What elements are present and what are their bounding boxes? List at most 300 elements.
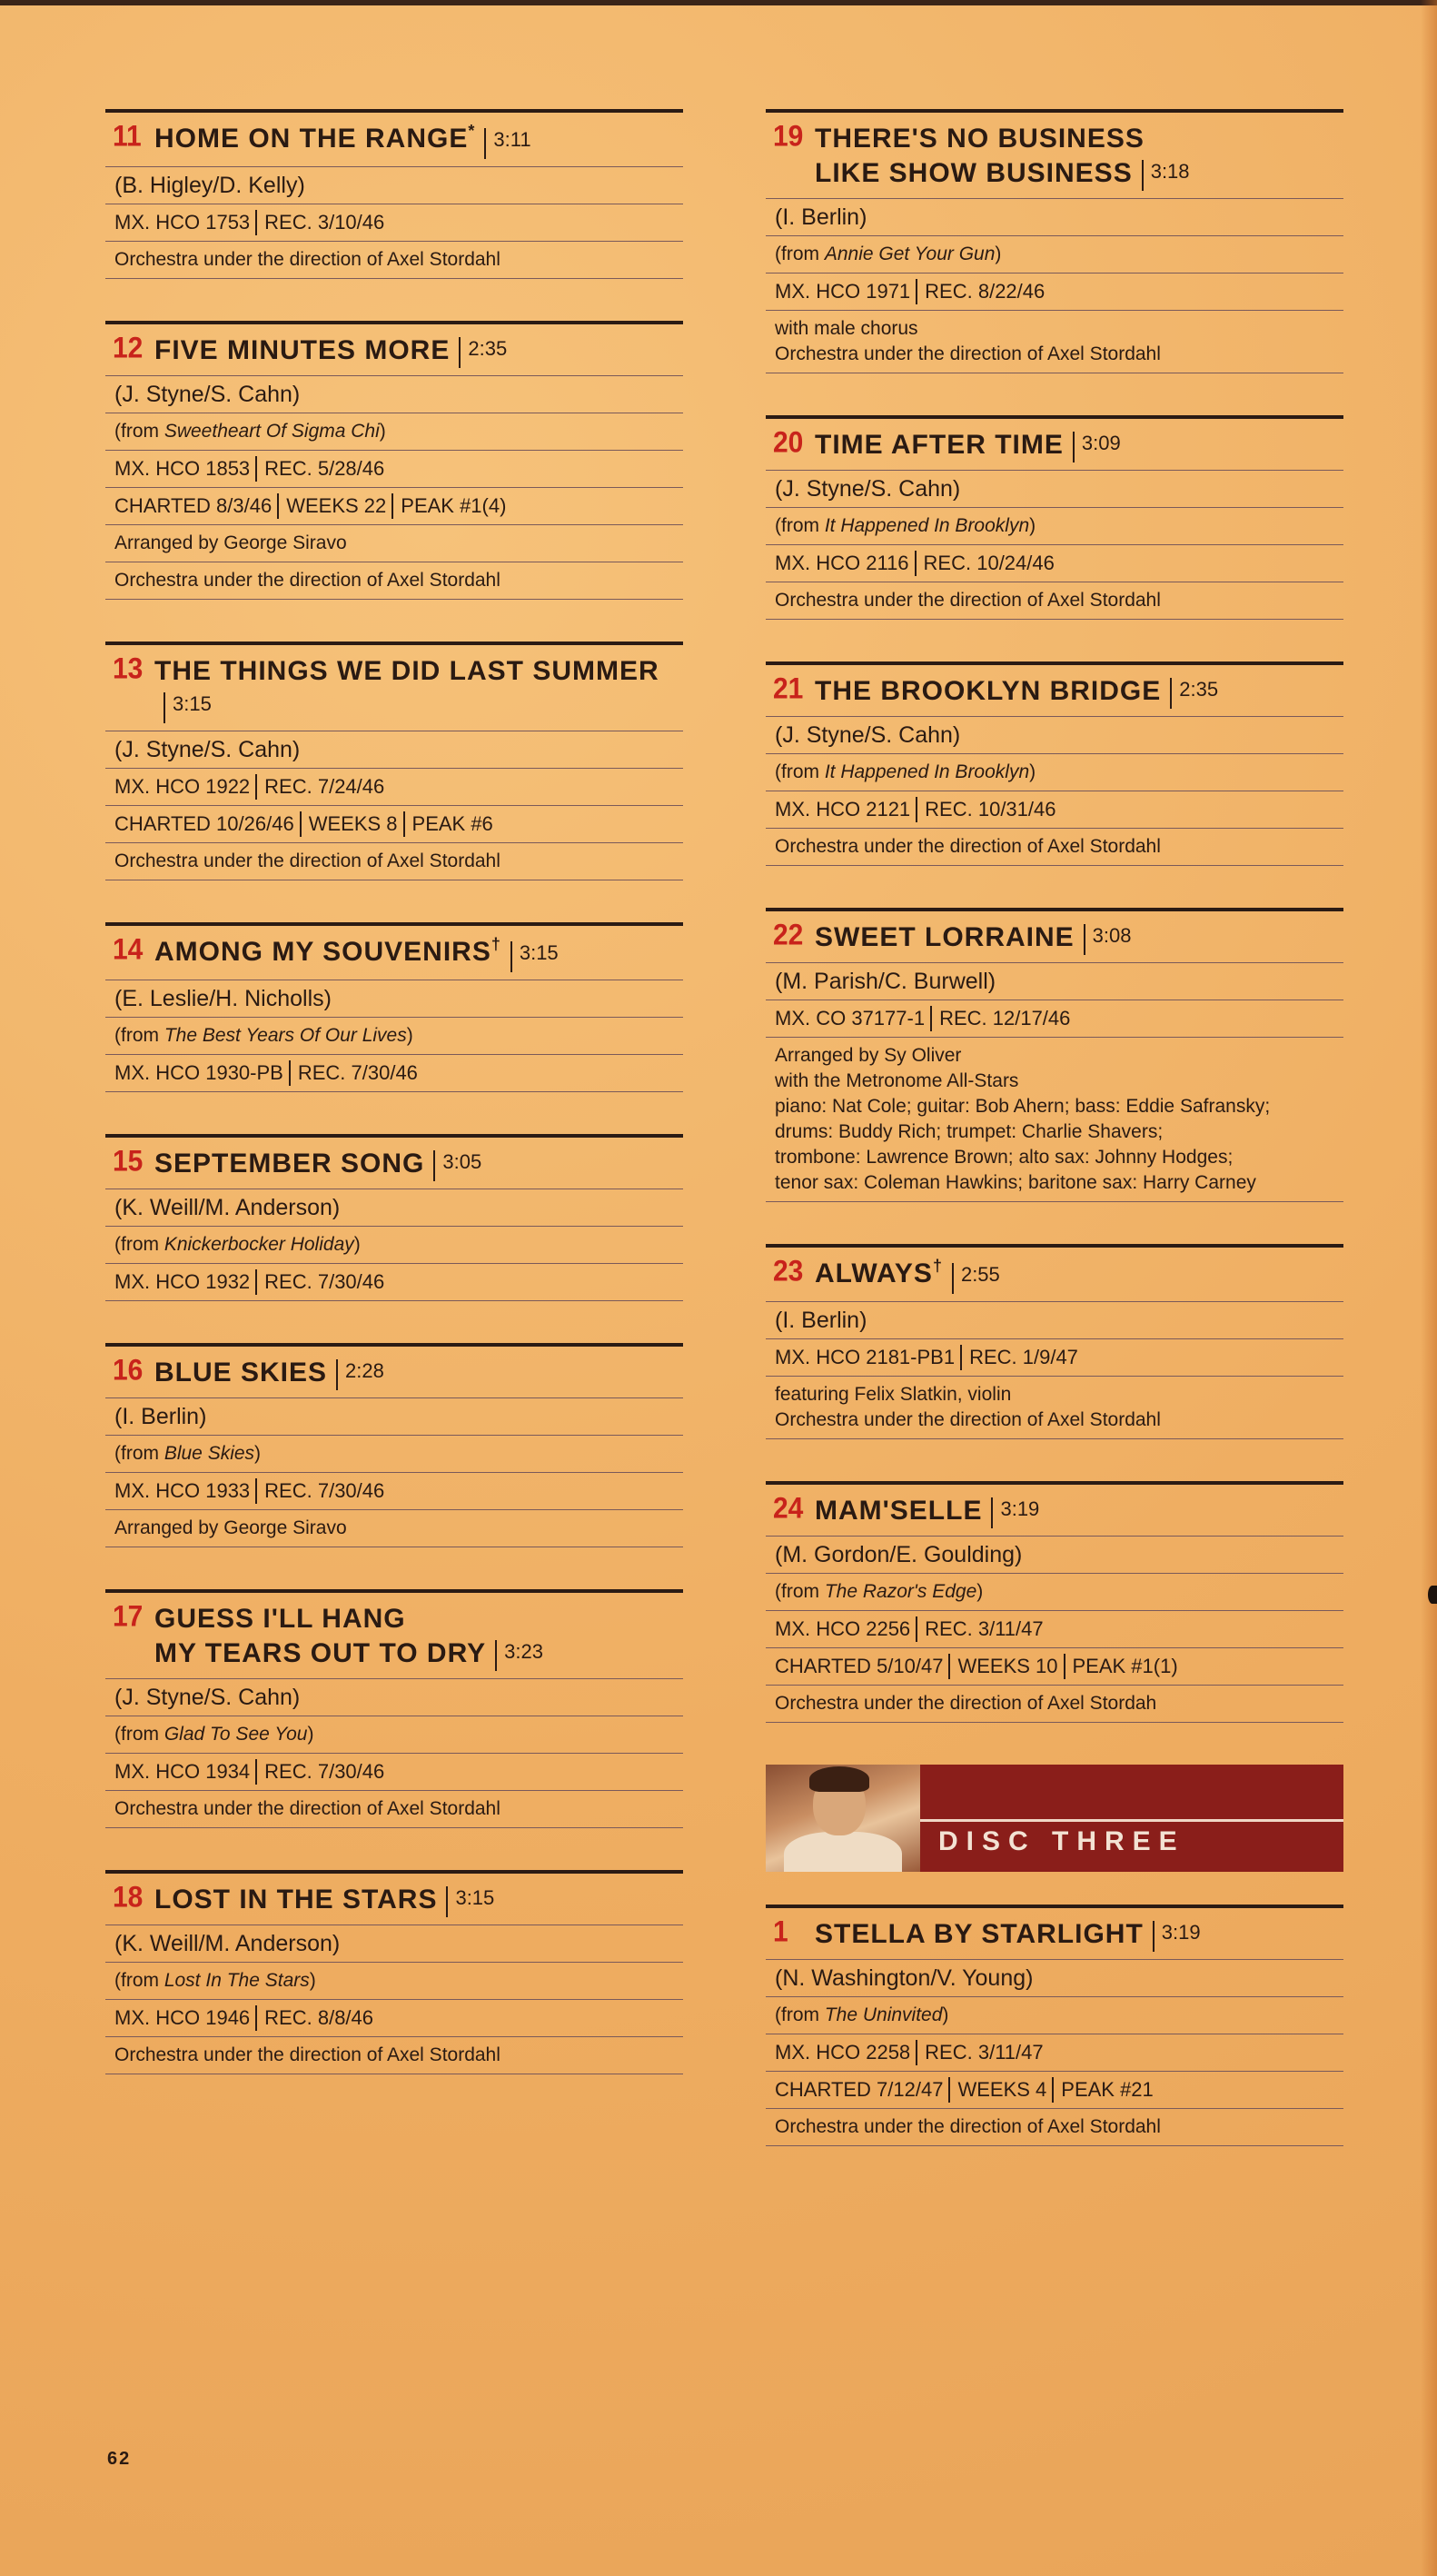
info-cell: MX. HCO 2116 (775, 552, 909, 574)
track-header (766, 1481, 1343, 1537)
track-composers (766, 199, 1343, 236)
track-number: 24 (773, 1492, 804, 1526)
track-composers (766, 717, 1343, 754)
track-number: 21 (773, 672, 804, 706)
credit-line: drums: Buddy Rich; trumpet: Charlie Shavers; (775, 1121, 1164, 1142)
info-cell: MX. HCO 2258 (775, 2041, 911, 2064)
track-title (815, 1257, 1000, 1294)
track-title (815, 1494, 1039, 1528)
source-prefix: (from (775, 1581, 825, 1602)
track-entry (766, 1244, 1343, 1439)
info-cell: (J. Styne/S. Cahn) (775, 722, 961, 748)
track-note (105, 1510, 683, 1547)
track-entry (766, 1481, 1343, 1723)
info-cell: REC. 10/31/46 (916, 797, 1055, 822)
info-cell: MX. HCO 1853 (114, 457, 251, 480)
track-header (105, 1589, 683, 1679)
photo-shirt (784, 1832, 902, 1872)
info-cell: (B. Higley/D. Kelly) (114, 173, 305, 198)
info-cell: Orchestra under the direction of Axel Stordahl (114, 850, 500, 871)
source-prefix: (from (114, 421, 164, 442)
track-note (766, 582, 1343, 620)
source-prefix: (from (775, 2004, 825, 2025)
source-title: Lost In The Stars (164, 1970, 310, 1991)
track-entry (105, 1870, 683, 2074)
info-cell: Orchestra under the direction of Axel Stordahl (775, 2116, 1161, 2137)
info-cell: (K. Weill/M. Anderson) (114, 1931, 341, 1956)
track-title (154, 122, 531, 159)
track-number: 16 (113, 1354, 144, 1387)
track-source-film (766, 236, 1343, 274)
disc-banner-rule (920, 1819, 1343, 1822)
info-cell: WEEKS 22 (277, 493, 386, 519)
track-number: 13 (113, 652, 144, 686)
track-time-box (1170, 678, 1218, 709)
track-duration: 3:08 (1092, 924, 1132, 947)
track-header (766, 1905, 1343, 1960)
track-time-box (495, 1640, 543, 1671)
track-number: 11 (113, 120, 142, 154)
credit-line: tenor sax: Coleman Hawkins; baritone sax: Harry Carney (775, 1172, 1256, 1193)
info-cell: (J. Styne/S. Cahn) (114, 382, 301, 407)
track-title-line: STELLA BY STARLIGHT (815, 1919, 1144, 1949)
track-title-line: FIVE MINUTES MORE (154, 335, 451, 365)
track-duration: 2:55 (960, 1263, 1000, 1286)
source-suffix: ) (254, 1443, 262, 1464)
track-note (766, 2109, 1343, 2146)
track-title-marker: † (491, 935, 501, 953)
info-cell: REC. 3/11/47 (916, 2040, 1043, 2065)
info-cell: Orchestra under the direction of Axel Stordah (775, 1693, 1157, 1714)
track-title-last-line (154, 1147, 481, 1181)
source-title: The Uninvited (824, 2004, 943, 2025)
info-cell: CHARTED 7/12/47 (775, 2078, 944, 2101)
track-time-box (952, 1263, 1000, 1294)
track-title-last-line (815, 1257, 1000, 1294)
track-title-line: SEPTEMBER SONG (154, 1149, 425, 1179)
info-cell: REC. 8/8/46 (255, 2005, 373, 2031)
track-title-last-line (154, 1883, 494, 1917)
track-note (766, 1686, 1343, 1723)
track-session-info (105, 2000, 683, 2037)
source-suffix: ) (995, 244, 1002, 264)
track-time-box (484, 128, 530, 159)
source-title: Annie Get Your Gun (824, 244, 996, 264)
track-composers (105, 1679, 683, 1716)
track-session-info (105, 204, 683, 242)
track-composers (105, 376, 683, 413)
track-entry (105, 109, 683, 279)
page-right-edge (1421, 0, 1437, 2576)
info-cell: Orchestra under the direction of Axel Stordahl (114, 1798, 500, 1819)
track-session-info (766, 791, 1343, 829)
track-session-info (766, 2034, 1343, 2072)
track-number: 22 (773, 919, 804, 952)
track-session-info (105, 1473, 683, 1510)
track-number: 19 (773, 120, 804, 154)
track-credits (766, 1377, 1343, 1439)
track-duration: 3:15 (519, 941, 559, 964)
info-cell: PEAK #1(1) (1064, 1654, 1178, 1679)
track-composers (105, 1189, 683, 1227)
info-cell: (I. Berlin) (775, 1308, 867, 1333)
track-time-box (510, 941, 559, 972)
track-title-line: TIME AFTER TIME (815, 430, 1064, 460)
track-number: 17 (113, 1600, 144, 1634)
track-header (105, 1343, 683, 1398)
track-entry (766, 109, 1343, 373)
track-composers (766, 1960, 1343, 1997)
info-cell: REC. 3/11/47 (916, 1616, 1043, 1642)
source-suffix: ) (309, 1970, 316, 1991)
info-cell: PEAK #21 (1052, 2077, 1154, 2103)
source-suffix: ) (976, 1581, 984, 1602)
track-session-info (766, 1000, 1343, 1038)
track-title-last-line (815, 674, 1218, 709)
track-title-line: BLUE SKIES (154, 1358, 328, 1387)
info-cell: REC. 12/17/46 (930, 1006, 1070, 1031)
track-source-film (766, 508, 1343, 545)
info-cell: REC. 5/28/46 (255, 456, 384, 482)
right-column (766, 109, 1343, 2188)
track-entry (105, 321, 683, 600)
track-source-film (766, 754, 1343, 791)
track-session-info (105, 806, 683, 843)
binding-mark (1428, 1586, 1437, 1604)
source-prefix: (from (114, 1234, 164, 1255)
source-title: Knickerbocker Holiday (164, 1234, 354, 1255)
track-title-line: THE BROOKLYN BRIDGE (815, 676, 1162, 706)
info-cell: MX. HCO 1930-PB (114, 1061, 283, 1084)
info-cell: MX. HCO 1753 (114, 211, 251, 234)
track-title (154, 654, 683, 723)
source-title: Glad To See You (164, 1724, 308, 1745)
track-title (815, 674, 1218, 709)
source-suffix: ) (353, 1234, 361, 1255)
source-prefix: (from (775, 761, 825, 782)
source-title: The Best Years Of Our Lives (164, 1025, 407, 1046)
track-time-box (1073, 432, 1121, 462)
track-number: 23 (773, 1255, 804, 1288)
source-suffix: ) (1029, 515, 1036, 536)
track-number: 20 (773, 426, 804, 460)
track-title (154, 1602, 543, 1671)
track-title (154, 1356, 384, 1390)
source-prefix: (from (775, 515, 825, 536)
track-title-line: SWEET LORRAINE (815, 922, 1075, 952)
track-title-last-line (154, 122, 531, 159)
track-header (766, 908, 1343, 963)
track-time-box (1142, 160, 1190, 191)
source-prefix: (from (775, 244, 825, 264)
track-duration: 2:28 (345, 1359, 384, 1382)
track-session-info (766, 1648, 1343, 1686)
track-source-film (105, 1963, 683, 2000)
info-cell: MX. HCO 1922 (114, 775, 251, 798)
track-title (154, 935, 559, 972)
track-title-marker: † (932, 1257, 943, 1275)
track-header (105, 321, 683, 376)
track-title (154, 333, 507, 368)
source-suffix: ) (406, 1025, 413, 1046)
track-number: 18 (113, 1881, 144, 1915)
track-duration: 3:15 (173, 692, 212, 715)
info-cell: Arranged by George Siravo (114, 1517, 347, 1538)
track-time-box (164, 692, 212, 723)
info-cell: (N. Washington/V. Young) (775, 1965, 1034, 1991)
track-source-film (105, 1436, 683, 1473)
track-source-film (105, 1716, 683, 1754)
info-cell: MX. HCO 2121 (775, 798, 911, 821)
source-suffix: ) (307, 1724, 314, 1745)
track-entry (105, 642, 683, 880)
track-header (105, 1870, 683, 1925)
track-source-film (766, 1997, 1343, 2034)
track-title-line: MY TEARS OUT TO DRY (154, 1638, 487, 1668)
track-duration: 3:18 (1150, 160, 1190, 183)
track-source-film (105, 1018, 683, 1055)
info-cell: (J. Styne/S. Cahn) (114, 737, 301, 762)
track-duration: 3:19 (1161, 1921, 1201, 1944)
track-session-info (105, 1754, 683, 1791)
track-note (105, 2037, 683, 2074)
source-prefix: (from (114, 1724, 164, 1745)
info-cell: MX. HCO 1932 (114, 1270, 251, 1293)
track-duration: 3:15 (455, 1886, 495, 1909)
track-title-last-line (154, 1636, 543, 1671)
disc-banner-panel (920, 1765, 1343, 1872)
track-source-film (766, 1574, 1343, 1611)
credit-line: featuring Felix Slatkin, violin (775, 1384, 1012, 1405)
track-title-line: HOME ON THE RANGE (154, 124, 469, 154)
credit-line: Arranged by Sy Oliver (775, 1045, 962, 1066)
track-header (105, 922, 683, 980)
track-title-last-line (815, 1494, 1039, 1528)
track-title-marker: * (468, 122, 476, 140)
info-cell: MX. HCO 1946 (114, 2006, 251, 2029)
track-title-last-line (154, 333, 507, 368)
track-header (105, 109, 683, 167)
info-cell: MX. HCO 1971 (775, 280, 911, 303)
track-number: 14 (113, 933, 144, 967)
info-cell: MX. CO 37177-1 (775, 1007, 926, 1029)
track-duration: 3:11 (493, 128, 531, 151)
track-header (766, 1244, 1343, 1302)
source-title: The Razor's Edge (824, 1581, 977, 1602)
track-note (105, 843, 683, 880)
track-note (105, 525, 683, 562)
page-number: 62 (107, 2449, 132, 2469)
track-title-last-line (815, 920, 1132, 955)
track-note (105, 1791, 683, 1828)
info-cell: REC. 7/30/46 (255, 1759, 384, 1785)
info-cell: Orchestra under the direction of Axel Stordahl (114, 249, 500, 270)
info-cell: WEEKS 8 (300, 811, 398, 837)
info-cell: WEEKS 10 (948, 1654, 1057, 1679)
source-title: It Happened In Brooklyn (824, 761, 1030, 782)
track-note (105, 242, 683, 279)
track-note (766, 829, 1343, 866)
track-time-box (433, 1150, 481, 1181)
info-cell: Orchestra under the direction of Axel Stordahl (114, 570, 500, 591)
track-header (105, 1134, 683, 1189)
source-prefix: (from (114, 1443, 164, 1464)
info-cell: MX. HCO 2181-PB1 (775, 1346, 956, 1368)
source-suffix: ) (1029, 761, 1036, 782)
info-cell: MX. HCO 2256 (775, 1617, 911, 1640)
disc-banner (766, 1765, 1343, 1872)
info-cell: (M. Parish/C. Burwell) (775, 969, 996, 994)
info-cell: PEAK #1(4) (391, 493, 506, 519)
track-title (815, 428, 1121, 462)
track-composers (105, 167, 683, 204)
track-entry (766, 415, 1343, 620)
credit-line: piano: Nat Cole; guitar: Bob Ahern; bass: Eddie Safransky; (775, 1096, 1271, 1117)
track-title-last-line (154, 1356, 384, 1390)
track-session-info (766, 545, 1343, 582)
track-composers (105, 731, 683, 769)
track-title-line: THERE'S NO BUSINESS (815, 124, 1145, 154)
track-header (766, 661, 1343, 717)
track-time-box (336, 1359, 384, 1390)
track-session-info (766, 1339, 1343, 1377)
track-time-box (1084, 924, 1132, 955)
info-cell: Orchestra under the direction of Axel Stordahl (775, 836, 1161, 857)
info-cell: WEEKS 4 (948, 2077, 1046, 2103)
track-session-info (766, 2072, 1343, 2109)
source-title: Blue Skies (164, 1443, 255, 1464)
source-prefix: (from (114, 1970, 164, 1991)
track-time-box (446, 1886, 494, 1917)
track-number: 15 (113, 1145, 144, 1179)
track-composers (766, 471, 1343, 508)
info-cell: Orchestra under the direction of Axel Stordahl (114, 2044, 500, 2065)
info-cell: REC. 7/30/46 (255, 1269, 384, 1295)
track-entry (105, 1134, 683, 1301)
info-cell: (J. Styne/S. Cahn) (114, 1685, 301, 1710)
credit-line: Orchestra under the direction of Axel Stordahl (775, 343, 1161, 364)
track-title (154, 1883, 494, 1917)
info-cell: PEAK #6 (403, 811, 493, 837)
credit-line: with the Metronome All-Stars (775, 1070, 1019, 1091)
info-cell: MX. HCO 1934 (114, 1760, 251, 1783)
track-number: 1 (773, 1915, 788, 1949)
track-title (815, 122, 1190, 191)
track-session-info (105, 1264, 683, 1301)
track-title-last-line (815, 156, 1190, 191)
track-source-film (105, 413, 683, 451)
track-title-line: LIKE SHOW BUSINESS (815, 158, 1133, 188)
info-cell: REC. 7/30/46 (255, 1478, 384, 1504)
track-composers (766, 1302, 1343, 1339)
track-session-info (105, 451, 683, 488)
track-session-info (766, 274, 1343, 311)
track-duration: 3:05 (442, 1150, 482, 1173)
track-entry (105, 1589, 683, 1828)
track-composers (766, 963, 1343, 1000)
track-entry (105, 922, 683, 1092)
disc-label: DISC THREE (938, 1826, 1185, 1856)
track-credits (766, 1038, 1343, 1202)
track-header (766, 415, 1343, 471)
disc-photo (766, 1765, 920, 1872)
track-duration: 3:09 (1081, 432, 1121, 454)
track-composers (105, 980, 683, 1018)
source-prefix: (from (114, 1025, 164, 1046)
track-note (105, 562, 683, 600)
info-cell: (I. Berlin) (775, 204, 867, 230)
info-cell: CHARTED 8/3/46 (114, 494, 273, 517)
track-composers (766, 1537, 1343, 1574)
source-title: It Happened In Brooklyn (824, 515, 1030, 536)
info-cell: REC. 7/24/46 (255, 774, 384, 800)
track-title-line: MAM'SELLE (815, 1496, 983, 1526)
track-credits (766, 311, 1343, 373)
info-cell: REC. 10/24/46 (915, 551, 1055, 576)
info-cell: REC. 7/30/46 (289, 1060, 418, 1086)
track-time-box (1153, 1921, 1201, 1952)
page-top-edge (0, 0, 1437, 5)
track-title-line: GUESS I'LL HANG (154, 1604, 406, 1634)
track-title-last-line (815, 428, 1121, 462)
info-cell: REC. 8/22/46 (916, 279, 1045, 304)
info-cell: CHARTED 5/10/47 (775, 1655, 944, 1677)
info-cell: MX. HCO 1933 (114, 1479, 251, 1502)
track-title-last-line (154, 935, 559, 972)
info-cell: Arranged by George Siravo (114, 532, 347, 553)
track-title-last-line (154, 654, 683, 723)
info-cell: (J. Styne/S. Cahn) (775, 476, 961, 502)
photo-hair (809, 1766, 869, 1792)
track-title-line: ALWAYS (815, 1258, 933, 1288)
source-suffix: ) (379, 421, 386, 442)
track-title-line: AMONG MY SOUVENIRS (154, 937, 491, 967)
track-entry (766, 1905, 1343, 2146)
track-session-info (766, 1611, 1343, 1648)
info-cell: REC. 3/10/46 (255, 210, 384, 235)
track-time-box (991, 1497, 1039, 1528)
track-session-info (105, 1055, 683, 1092)
track-duration: 2:35 (468, 337, 508, 360)
track-session-info (105, 488, 683, 525)
info-cell: Orchestra under the direction of Axel Stordahl (775, 590, 1161, 611)
source-title: Sweetheart Of Sigma Chi (164, 421, 380, 442)
track-duration: 2:35 (1179, 678, 1219, 701)
source-suffix: ) (942, 2004, 949, 2025)
info-cell: (E. Leslie/H. Nicholls) (114, 986, 332, 1011)
track-entry (766, 661, 1343, 866)
credit-line: Orchestra under the direction of Axel Stordahl (775, 1409, 1161, 1430)
info-cell: (K. Weill/M. Anderson) (114, 1195, 341, 1220)
track-header (766, 109, 1343, 199)
track-title (815, 1917, 1201, 1952)
track-composers (105, 1925, 683, 1963)
track-session-info (105, 769, 683, 806)
track-time-box (459, 337, 507, 368)
track-title-line: LOST IN THE STARS (154, 1885, 438, 1915)
credit-line: trombone: Lawrence Brown; alto sax: Johnny Hodges; (775, 1147, 1234, 1168)
track-title-last-line (815, 1917, 1201, 1952)
track-title-line: THE THINGS WE DID LAST SUMMER (154, 656, 659, 686)
track-header (105, 642, 683, 731)
track-duration: 3:19 (1000, 1497, 1040, 1520)
track-source-film (105, 1227, 683, 1264)
track-composers (105, 1398, 683, 1436)
info-cell: REC. 1/9/47 (960, 1345, 1078, 1370)
info-cell: (I. Berlin) (114, 1404, 207, 1429)
track-entry (105, 1343, 683, 1547)
credit-line: with male chorus (775, 318, 918, 339)
